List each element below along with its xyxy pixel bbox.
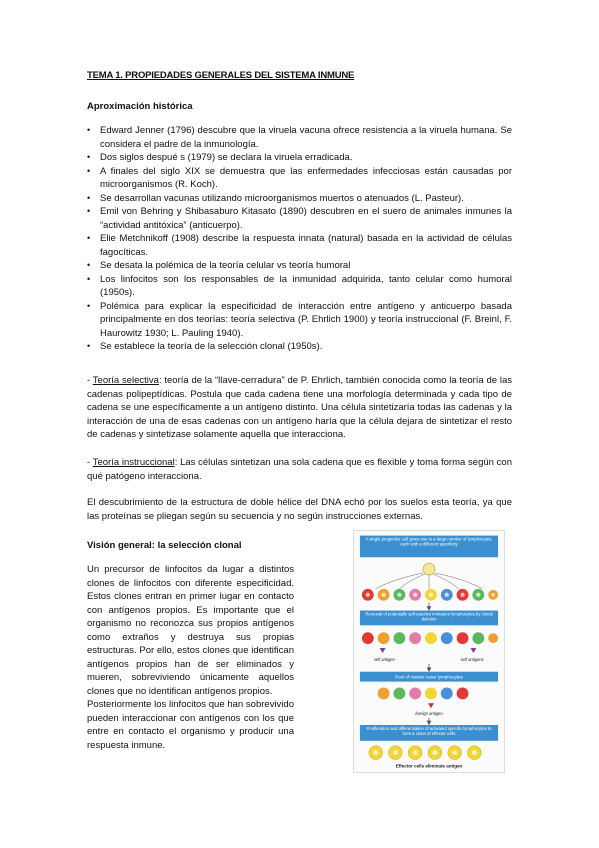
list-item: • A finales del siglo XIX se demuestra que las enfermedades infecciosas están causadas por microorganismos (R. Koch). [87,165,512,190]
list-item: • Se desarrollan vacunas utilizando microorganismos muertos o atenuados (L. Pasteur). [87,192,464,204]
bullet-icon: • [87,192,91,203]
step2-label: Removal of potentially self-reactive immature lymphocytes by clonal deletion [365,611,493,622]
lymphocyte-row-3 [378,688,469,709]
clonal-selection-figure [353,530,505,773]
list-item: • Los linfocitos son los responsables de la inmunidad adquirida, tanto celular como humoral (1950s). [87,273,512,298]
effector-clone-row [369,746,482,760]
bullet-icon: • [87,206,91,216]
effector-label: Effector cells eliminate antigen [395,763,463,769]
list-item: • Se desata la polémica de la teoría celular vs teoría humoral [87,260,351,271]
clonal-paragraph-2: Posteriormente los linfocitos que han sobrevivido pueden interaccionar con antígenos con los que entre en contacto el organismo y producir una respuesta inmune. [87,699,294,751]
dna-paragraph: El descubrimiento de la estructura de doble hélice del DNA echó por los suelos esta teoría, ya que las proteínas se pliegan según su secuencia y no según instrucciones externas. [87,497,512,522]
list-item: • Emil von Behring y Shibasaburo Kitasato (1890) descubren en el suero de animales inmunes la “actividad antitóxica” (anticuerpo). [87,206,512,231]
lymphocyte-row-1 [362,589,498,601]
list-item: • Polémica para explicar la especificidad de interacción entre antígeno y anticuerpo basada principalmente en dos teorías: teoría selectiva (P. Ehrlich 1900) y teoría instruccional (F. Breinl, F. Haurowitz 1930; L. Pauling 1940). [87,300,512,339]
progenitor-cell [423,563,435,575]
page-title: TEMA 1. PROPIEDADES GENERALES DEL SISTEMA INMUNE [87,70,355,81]
list-item: • Se establece la teoría de la selección clonal (1950s). [87,341,323,352]
foreign-antigen-label: foreign antigen [415,711,443,717]
step3-label: Pool of mature naive lymphocytes [395,674,463,680]
self-antigen-label-right: self antigens [460,656,484,662]
bullet-icon: • [87,341,91,351]
bullet-icon: • [87,260,91,270]
history-bullet-list [87,124,512,354]
step1-label: A single progenitor cell gives rise to a large number of lymphocytes, each with a different specificity [365,536,493,547]
instructional-theory-label: Teoría instruccional [92,457,175,468]
clonal-paragraph-1: Un precursor de linfocitos da lugar a distintos clones de linfocitos con diferente especificidad. Estos clones entran en primer lugar en contacto con antígenos propios. Es importante que el organismo no reconozca sus propios antígenos como extraños y destruya sus propias estructuras. Por ello, estos clones que identifican antígenos propios han de ser eliminados y mueren, sobreviviendo únicamente aquellos clones que no identifican antígenos propios. [87,564,294,697]
bullet-icon: • [87,125,91,135]
bullet-icon: • [87,165,91,176]
self-antigen-label-left: self antigen [373,656,395,662]
clonal-selection-diagram [354,531,504,772]
selective-theory-paragraph: - Teoría selectiva: teoría de la “llave-cerradura” de P. Ehrlich, también conocida como la teoría de las cadenas polipeptídicas. Postula que cada cadena tiene una morfología determinada y cada tipo de cadena se une específicamente a un antígeno distinto. Una célula sintetizaría todas las cadenas y la interacción de una de esas cadenas con un antígeno haría que la célula dejara de sintetizar el resto de cadenas y sintetizase solamente aquella que interacciona. [87,375,512,440]
lymphocyte-row-2 [362,632,498,653]
bullet-icon: • [87,300,91,311]
list-item: • Elie Metchnikoff (1908) describe la respuesta innata (natural) basada en la actividad de células fagocíticas. [87,233,512,258]
clonal-selection-text [87,563,294,752]
selective-theory-label: Teoría selectiva [92,375,159,386]
step4-label: Proliferation and differentiation of activated specific lymphocytes to form a clone of effector cells [366,726,492,736]
section-heading-historical: Aproximación histórica [87,101,193,112]
bullet-icon: • [87,152,91,162]
section-heading-clonal: Visión general: la selección clonal [87,540,242,551]
bullet-icon: • [87,273,91,284]
list-item: • Dos siglos despué s (1979) se declara la viruela erradicada. [87,152,353,163]
instructional-theory-paragraph: - Teoría instruccional: Las células sintetizan una sola cadena que es flexible y toma forma según con qué patógeno interacciona. [87,457,512,482]
list-item: • Edward Jenner (1796) descubre que la viruela vacuna ofrece resistencia a la viruela humana. Se considera el padre de la inmunología. [87,125,512,150]
bullet-icon: • [87,233,91,243]
